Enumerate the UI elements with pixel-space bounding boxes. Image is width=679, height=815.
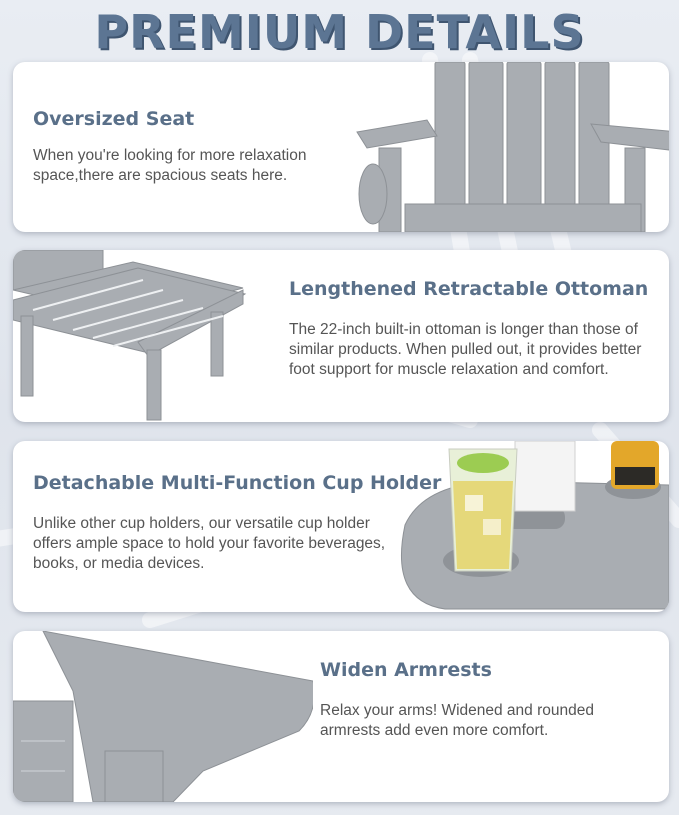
ottoman-photo — [13, 250, 253, 422]
beer-bottle — [611, 441, 659, 489]
feature-heading: Oversized Seat — [33, 108, 195, 130]
feature-card-cup-holder — [13, 441, 669, 612]
feature-description: The 22-inch built-in ottoman is longer than those of similar products. When pulled out, it provides better foot support for muscle relaxation and comfort. — [289, 321, 642, 378]
feature-card-oversized-seat — [13, 62, 669, 232]
page-title: PREMIUM DETAILS — [94, 5, 585, 59]
feature-description: Relax your arms! Widened and rounded armrests add even more comfort. — [320, 702, 594, 739]
feature-card-armrests — [13, 631, 669, 802]
feature-heading: Widen Armrests — [320, 659, 492, 681]
feature-heading: Lengthened Retractable Ottoman — [289, 278, 649, 300]
feature-card-ottoman — [13, 250, 669, 422]
glass-with-lemonade — [449, 449, 517, 571]
feature-description: When you're looking for more relaxation space,there are spacious seats here. — [33, 147, 307, 184]
chair-seat-photo — [339, 62, 669, 232]
armrest-photo — [13, 631, 313, 802]
feature-description: Unlike other cup holders, our versatile cup holder offers ample space to hold your favorite beverages, books, or media devices. — [33, 515, 386, 572]
feature-heading: Detachable Multi-Function Cup Holder — [33, 472, 442, 494]
cup-holder-photo — [385, 441, 669, 612]
